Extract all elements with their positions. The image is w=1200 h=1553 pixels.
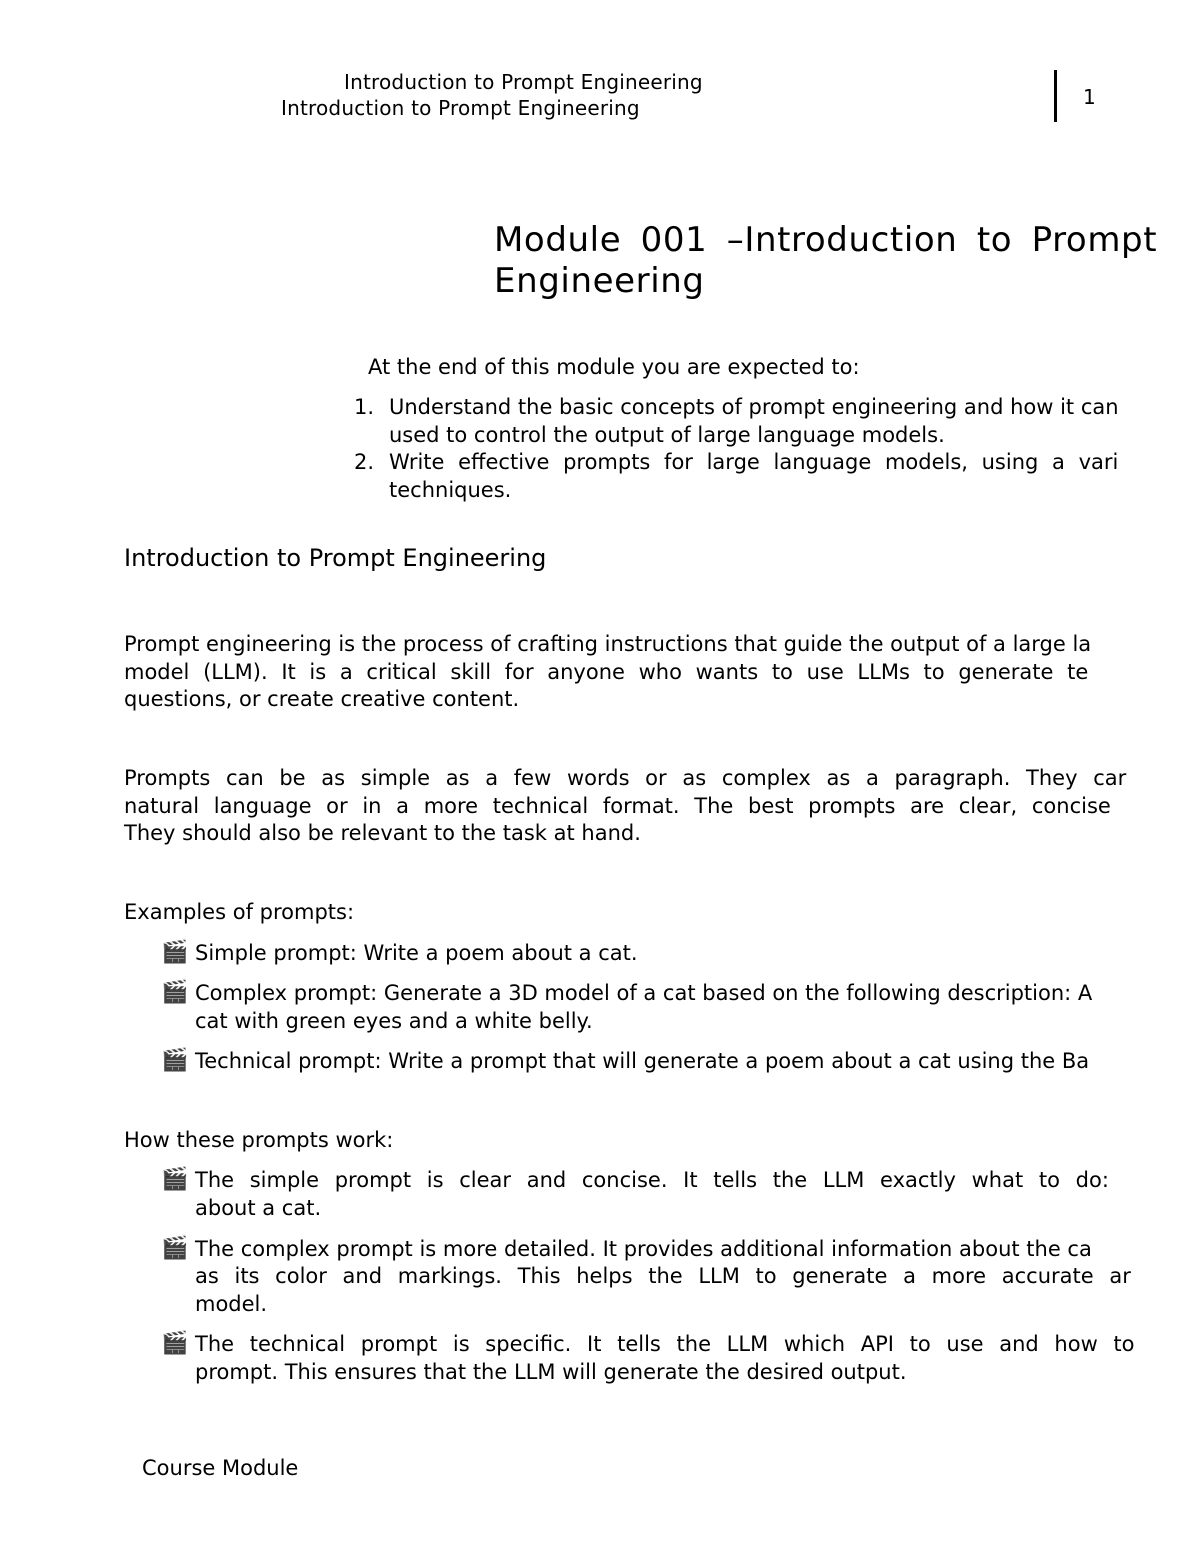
objective-1-line2: used to control the output of large language models. [389,423,945,447]
example-2-line2: cat with green eyes and a white belly. [195,1009,593,1033]
objective-marker-1: 1. [354,395,375,419]
clapperboard-bullet-icon: 🎬 [161,940,189,965]
objective-marker-2: 2. [354,450,375,474]
clapperboard-bullet-icon: 🎬 [161,1167,189,1192]
example-2-line1: Complex prompt: Generate a 3D model of a cat based on the following description: A [195,981,1093,1005]
how-1-line2: about a cat. [195,1196,322,1220]
paragraph1-line1: Prompt engineering is the process of crafting instructions that guide the output of a large la [124,632,1092,656]
header-title-secondary: Introduction to Prompt Engineering [281,96,640,120]
header-divider [1054,70,1057,122]
how-3-line2: prompt. This ensures that the LLM will generate the desired output. [195,1360,907,1384]
paragraph2-line1: Prompts can be as simple as a few words or as complex as a paragraph. They car [124,766,1127,790]
how-label: How these prompts work: [124,1128,394,1152]
paragraph2-line2: natural language or in a more technical format. The best prompts are clear, concise [124,794,1111,818]
objective-2-line1: Write effective prompts for large language models, using a vari [389,450,1119,474]
how-3-line1: The technical prompt is specific. It tells the LLM which API to use and how to [195,1332,1135,1356]
clapperboard-bullet-icon: 🎬 [161,980,189,1005]
example-1-line1: Simple prompt: Write a poem about a cat. [195,941,638,965]
objectives-intro: At the end of this module you are expected to: [368,355,860,379]
objective-2-line2: techniques. [389,478,512,502]
paragraph1-line3: questions, or create creative content. [124,687,520,711]
clapperboard-bullet-icon: 🎬 [161,1236,189,1261]
how-2-line3: model. [195,1292,268,1316]
objective-1-line1: Understand the basic concepts of prompt engineering and how it can [389,395,1119,419]
header-title-primary: Introduction to Prompt Engineering [344,70,703,94]
page-number: 1 [1083,85,1096,109]
module-title-line2: Engineering [494,261,705,301]
clapperboard-bullet-icon: 🎬 [161,1048,189,1073]
examples-label: Examples of prompts: [124,900,355,924]
example-3-line1: Technical prompt: Write a prompt that will generate a poem about a cat using the Ba [195,1049,1090,1073]
clapperboard-bullet-icon: 🎬 [161,1331,189,1356]
paragraph1-line2: model (LLM). It is a critical skill for anyone who wants to use LLMs to generate te [124,660,1089,684]
how-2-line1: The complex prompt is more detailed. It provides additional information about the ca [195,1237,1092,1261]
module-title-line1: Module 001 –Introduction to Prompt [494,220,1158,260]
paragraph2-line3: They should also be relevant to the task at hand. [124,821,641,845]
how-2-line2: as its color and markings. This helps the LLM to generate a more accurate ar [195,1264,1131,1288]
how-1-line1: The simple prompt is clear and concise. It tells the LLM exactly what to do: [195,1168,1141,1192]
footer-course-module: Course Module [142,1456,299,1480]
section-heading: Introduction to Prompt Engineering [124,544,547,572]
